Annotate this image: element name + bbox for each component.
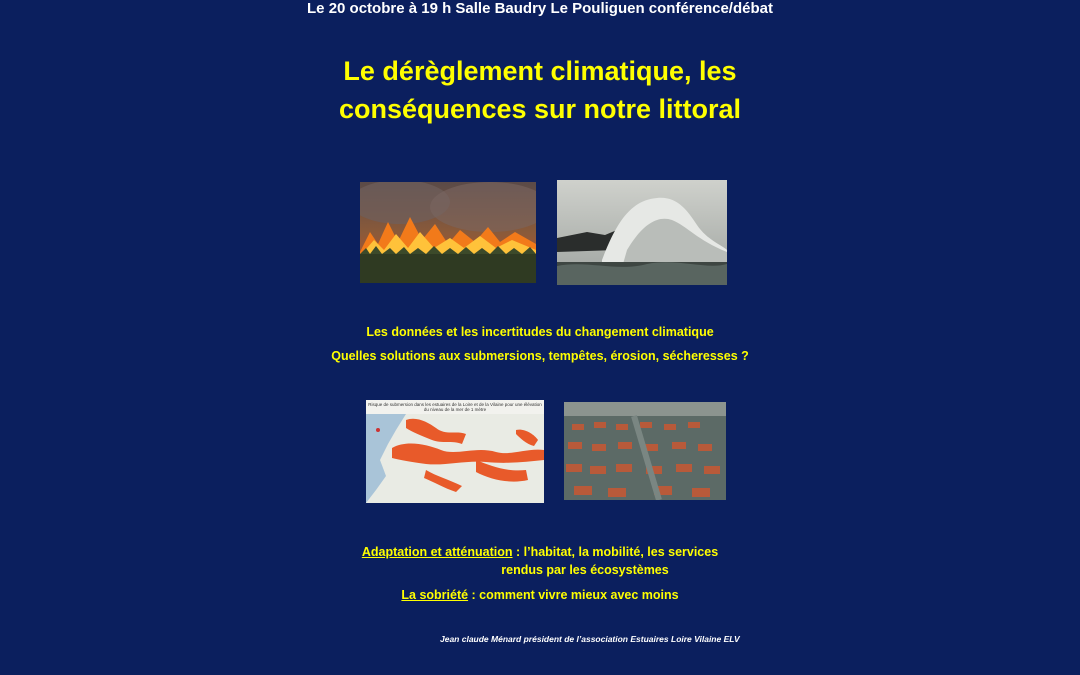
storm-wave-photo	[557, 180, 727, 285]
forest-fire-photo	[360, 182, 536, 283]
adaptation-text-2: rendus par les écosystèmes	[501, 563, 669, 577]
adaptation-block	[0, 543, 1080, 579]
subtitle-line-1: Les données et les incertitudes du changement climatique	[366, 325, 714, 339]
sobriete-block	[0, 586, 1080, 604]
sobriete-label: La sobriété	[401, 588, 469, 602]
subtitle-line-2: Quelles solutions aux submersions, tempêtes, érosion, sécheresses ?	[331, 349, 749, 363]
event-header: Le 20 octobre à 19 h Salle Baudry Le Pouliguen conférence/débat	[307, 0, 773, 17]
title-line-2: conséquences sur notre littoral	[338, 94, 742, 124]
adaptation-text-1: : l’habitat, la mobilité, les services	[512, 545, 719, 559]
signature: Jean claude Ménard président de l’association Estuaires Loire Vilaine ELV	[440, 634, 740, 644]
title-line-1: Le dérèglement climatique, les	[343, 56, 737, 86]
flooded-town-photo	[564, 402, 726, 500]
adaptation-label: Adaptation et atténuation	[361, 545, 513, 559]
flood-risk-map	[366, 400, 544, 503]
sobriete-text: : comment vivre mieux avec moins	[468, 588, 679, 602]
page-title	[0, 52, 1080, 128]
map-title: Risque de submersion dans les estuaires de la Loire et de la Vilaine pour une élévation du niveau de la mer de 1 mètre	[368, 402, 542, 412]
